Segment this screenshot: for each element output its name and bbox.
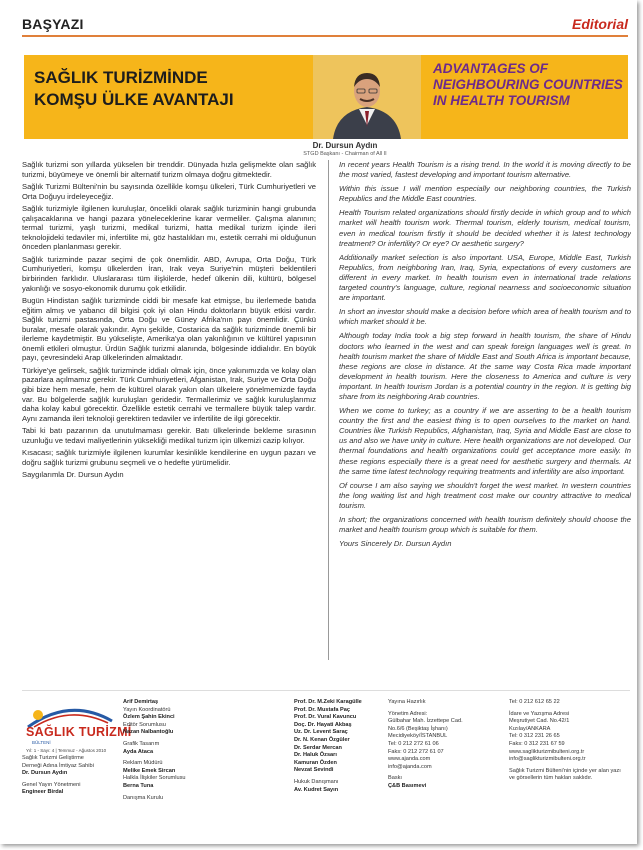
section-label-en: Editorial — [571, 16, 628, 32]
headline-tr — [34, 67, 234, 111]
paragraph: Sağlık turizmiyle ilgilenen kuruluşlar, öncelikli olarak sağlık turizminin hangi grubunda çalışacaklarına ve hangi pazara yöneleceklerine karar vermeliler. Çalışma alanının; termal turizmi, yaşlı turizmi, medikal turizmi, hatta medikal turizm içinde ileri teknolojideki tedaviler mi, infertilite mi, göz hastalıkları mı, estetik cerrahi mi olduğunun önceden planlanması gerekir. — [22, 204, 316, 252]
masthead-contact: Tel: 0 212 612 65 22 İdare ve Yazışma Adresi Meşrutiyet Cad. No.42/1 Kızılay/ANKARA Tel: 0 312 231 26 65 Faks: 0 312 231 67 59 www.saglikturizmibulteni.org.tr info@saglikturizmibulteni.org.tr Sağlık Turizmi Bülteni'nin içinde yer alan yazı ve görsellerin tüm hakları saklıdır. — [509, 699, 621, 782]
paragraph: When we come to turkey; as a country if we are asserting to be a health tourism country the first and the easiest thing is to open ourselves to the market on hand. Countries like Turkish Republics, Afghanistan, Iraq, Syria and Middle East are close to us and also we have unity in culture. Here health organizations are not developed. Our thermal foundations and health organizations could get acceptance more easily. In these regions especially there is a great need for aesthetic surgery and thermals. At the same time latest technology requiring treatments and infertility are also important. — [339, 406, 631, 476]
column-divider — [328, 160, 329, 660]
signature: Yours Sincerely Dr. Dursun Aydın — [339, 539, 452, 549]
paragraph: Additionally market selection is also important. USA, Europe, Middle East, Turkish Republics, from neighboring Iran, Iraq, Syria, expectations of every customers are different in every market. In health tourism even in international trade relations targeted country's language, culture, regional nearness and socioeconomic situation are important. — [339, 252, 631, 303]
author-prefix: Dr. — [312, 141, 324, 150]
section-label-tr: BAŞYAZI — [22, 16, 84, 32]
headline-en-line-3: IN HEALTH TOURISM — [433, 93, 570, 108]
paragraph: Sağlık turizminde pazar seçimi de çok önemlidir. ABD, Avrupa, Orta Doğu, Türk Cumhuriyetleri, komşu ülkelerden İran, Irak veya Suriye'nin müşteri beklentileri birbirinden farklıdır. Uluslararası tüm ilişkilerde, hedef ülkenin dili, kültürü, bölgesel yakınlığı ve sosyo-ekonomik durumu çok etkilidir. — [22, 254, 316, 293]
logo-sub: BÜLTENİ — [32, 740, 51, 745]
headline-en-line-1: ADVANTAGES OF — [433, 61, 549, 76]
headline-tr-box — [24, 55, 313, 139]
paragraph: In recent years Health Tourism is a rising trend. In the world it is moving directly to be the most varied, fastest developing and important tourism alternative. — [339, 160, 631, 180]
section-header — [22, 14, 628, 34]
paragraph: Health Tourism related organizations should firstly decide in which group and to which market will health tourism work. Thermal tourism, elderly tourism, medical tourism, even in medical tourism firstly it should be decided whether it is latest technology treatment? Or infertility? Or eye? Or aesthetic surgery? — [339, 208, 631, 248]
paragraph: In short; the organizations concerned with health tourism definitely should choose the market and health tourism group which is suitable for them. — [339, 515, 631, 535]
headline-tr-line-1: SAĞLIK TURİZMİNDE — [34, 68, 208, 87]
paragraph: Within this issue I will mention especially our neighboring countries, the Turkish Republics and the Middle East countries. — [339, 184, 631, 204]
paragraph: Tabi ki batı pazarının da unutulmaması gerekir. Batı ülkelerinde bekleme sırasının uzunluğu ve tedavi maliyetlerinin yüksekliği medikal turizm için ülkemizi cazip kılıyor. — [22, 426, 316, 445]
headline-banner — [24, 55, 628, 139]
author-portrait — [313, 55, 421, 139]
headline-en — [433, 61, 623, 109]
masthead-owner: Sağlık Turizmi Geliştirme Derneği Adına İmtiyaz Sahibi Dr. Dursun Aydın Genel Yayın Yönetmeni Engineer Birdal — [22, 755, 94, 796]
paragraph: Sağlık Turizmi Bülteni'nin bu sayısında özellikle komşu ülkeleri, Türk Cumhuriyetleri ve Orta Doğuyu irdeleyeceğiz. — [22, 182, 316, 201]
author-role: STGD Başkanı - Chairman of All II — [303, 151, 387, 157]
masthead-staff: Arif Demirtaş Yayın Koordinatörü Özlem Şahin Ekinci Editör Sorumlusu Nazan Nalbantoğlu Grafik Tasarım Ayda Ataca Reklam Müdürü Melike Emek Sircan Halkla İlişkiler Sorumlusu Berna Tuna Danışma Kurulu — [123, 699, 186, 801]
author-caption — [250, 141, 440, 157]
paragraph: In short an investor should make a decision before which area of health tourism and to which market should it be. — [339, 307, 631, 327]
paragraph: Bugün Hindistan sağlık turizminde ciddi bir mesafe kat etmişse, bu ilerlemede batıda eğitim almış ve yabancı dil bilgisi çok iyi olan Hindu doktorların büyük etkisi vardır. Sağlık turizmi pastasında, Orta Doğu ve Güney Afrika'nın payı önemlidir. Çünkü buralar, mesafe olarak yakındır. Aynı şekilde, Costarica da sağlık turizminde önemli bir ilerleme kaydetmiştir. Bu yükselişte, Amerika'ya olan yakınlığının ve kültürel yapısının önemli etkileri olmuştur. Ürdün Sağlık turizmi alanında, bölgesinde iddialıdır. En büyük payı, çevresindeki Arap ülkelerinden almaktadır. — [22, 296, 316, 363]
masthead-advisory-board: Prof. Dr. M.Zeki Karagülle Prof. Dr. Mustafa Paç Prof. Dr. Vural Kavuncu Doç. Dr. Hayati Akbaş Uz. Dr. Levent Saraç Dr. N. Kenan Özgüler Dr. Serdar Mercan Dr. Haluk Özsarı Kamuran Özden Nevzat Sevindi Hukuk Danışmanı Av. Kudret Sayın — [294, 699, 362, 793]
headline-en-box — [421, 55, 628, 139]
paragraph: Although today India took a big step forward in health tourism, the share of Hindu doctors who learned in the west and can speak foreign languages well is great. In health tourism market the share of Middle East and South Africa is important because, these regions are close in distance. At the same way Costa Rica made important development in health tourism. Here the closeness to America and culture is very important. In health tourism Jordan is a potential country in the region. It is getting big share from its neighboring Arab countries. — [339, 331, 631, 401]
header-rule — [22, 35, 628, 37]
headline-en-line-2: NEIGHBOURING COUNTRIES — [433, 77, 623, 92]
article-column-turkish — [22, 160, 316, 680]
article-column-english — [339, 160, 631, 680]
portrait-image — [313, 55, 421, 139]
author-name: Dursun Aydın — [325, 141, 378, 150]
headline-tr-line-2: KOMŞU ÜLKE AVANTAJI — [34, 90, 234, 109]
masthead — [22, 690, 630, 841]
issue-info: Yıl: 1 - Sayı: 4 | Temmuz - Ağustos 2010 — [26, 748, 107, 753]
masthead-address: Yayına Hazırlık Yönetim Adresi: Gülbahar Mah. İzzettepe Cad. No.6/6 (Beşiktaş İşhanı) Mecidiyeköy/İSTANBUL Tel: 0 212 272 61 06 Faks: 0 212 272 61 07 www.ajanda.com info@ajanda.com Baskı Ç&B Basımevi — [388, 699, 463, 789]
paragraph: Of course I am also saying we shouldn't forget the west market. In western countries the long waiting list and high treatment cost make our country attractive to medical tourism. — [339, 480, 631, 510]
bulletin-logo — [24, 703, 132, 753]
paragraph: Türkiye'ye gelirsek, sağlık turizminde iddialı olmak için, önce yakınımızda ve kolay olan pazarlara açılmamız gerekir. Türk Cumhuriyetleri, Afganistan, Irak, Suriye ve Orta Doğu gibi bize hem mesafe, hem de kültürel olarak yakın olan ülkelere yönelmemizde fayda var. Bu bölgelerde sağlık kuruluşları geridedir. Termallerimiz ve sağlık kuruluşlarımız daha kolay kabul görecektir. Özellikle estetik cerrahi ve termallere büyük talep vardır. Aynı zamanda ileri teknoloji gerektiren tedaviler ve infertilite de ilgi görecektir. — [22, 365, 316, 423]
signature: Saygılarımla Dr. Dursun Aydın — [22, 470, 124, 480]
article-body — [22, 160, 630, 680]
logo-brand: SAĞLIK TURİZMİ — [26, 725, 132, 739]
paragraph: Sağlık turizmi son yıllarda yükselen bir trenddir. Dünyada hızla gelişmekte olan sağlık turizmi, büyümeye ve önemli bir alternatif turizm olmaya doğru gitmektedir. — [22, 160, 316, 179]
paragraph: Kısacası; sağlık turizmiyle ilgilenen kurumlar kesinlikle kendilerine en uygun pazarı ve doğru sağlık turizmi grubunu seçmeli ve o hedefte yürümelidir. — [22, 448, 316, 467]
